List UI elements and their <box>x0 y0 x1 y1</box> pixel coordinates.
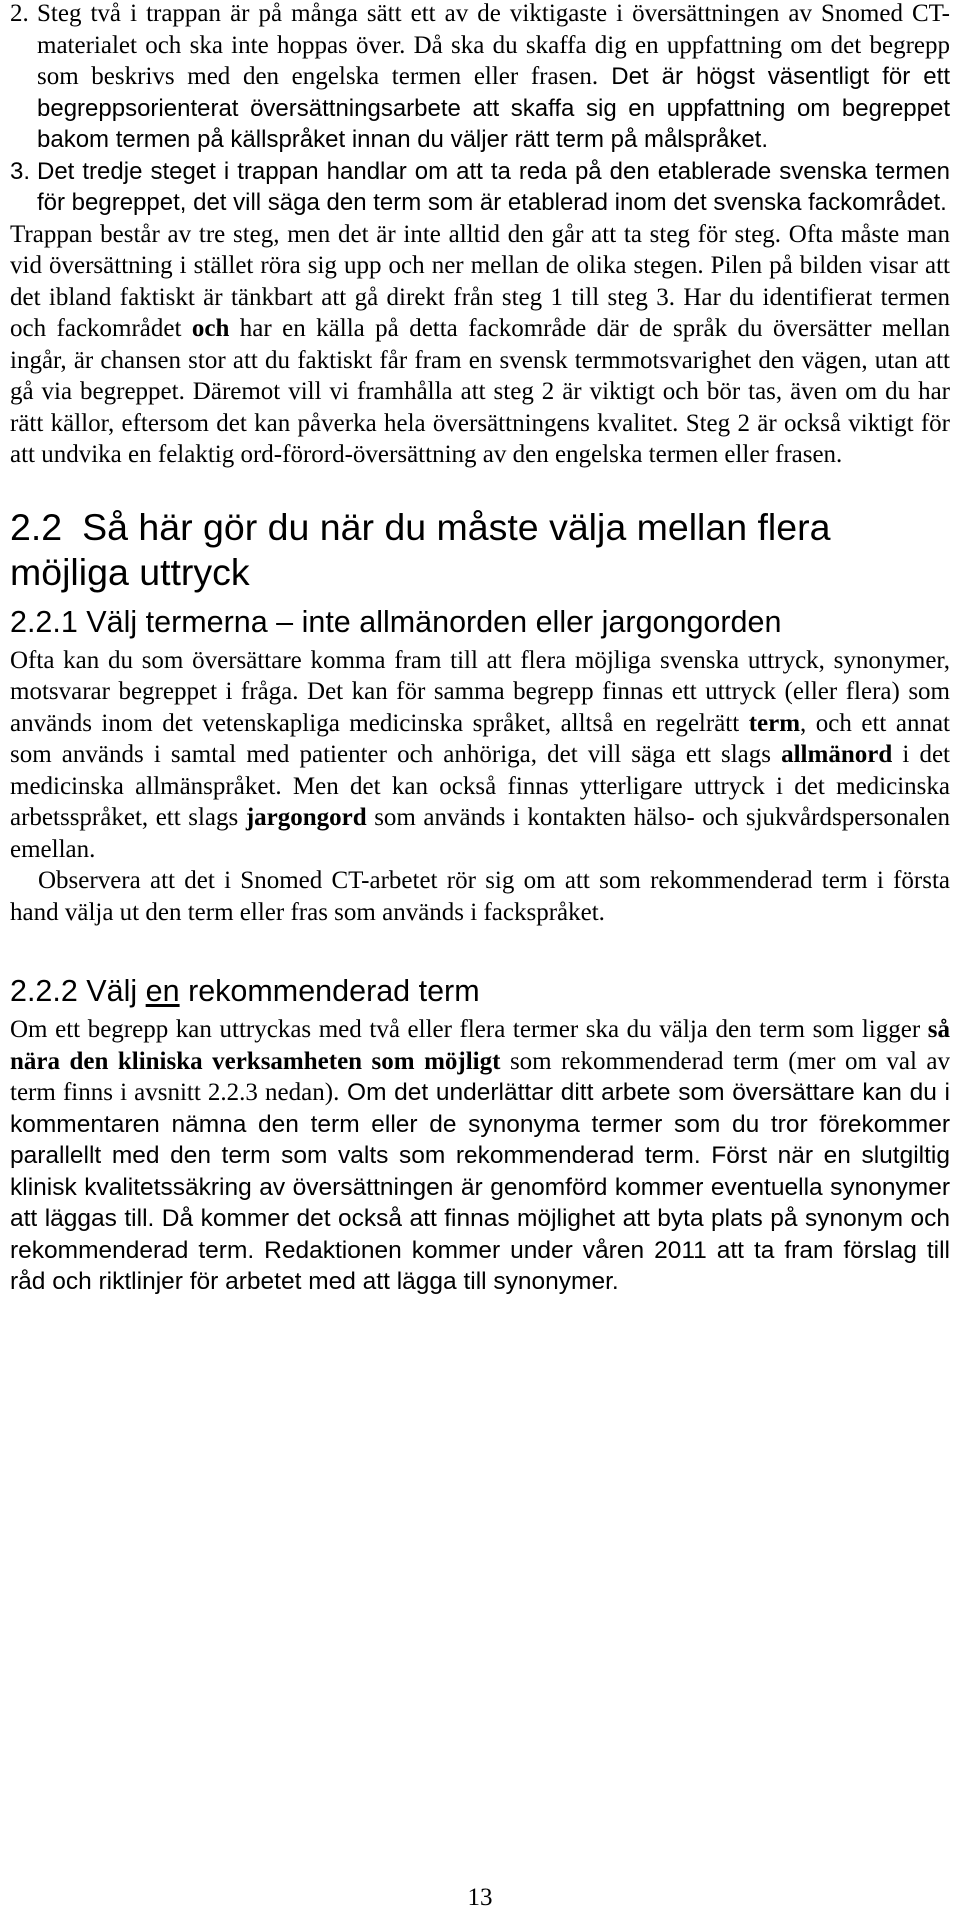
step-2-item <box>10 0 950 156</box>
stairs-paragraph-part1: Trappan består av tre steg, men det är inte alltid den går att ta steg för steg. Ofta måste man vid översättning i stället röra sig upp och ner mellan de olika stegen. Pilen på bilden visar att det ibland faktiskt är tänkbart att gå direkt från steg 1 till steg 3. Har du identifierat termen och fackområdet <box>10 220 950 342</box>
section-2-2-1-paragraph-2: Observera att det i Snomed CT-arbetet rör sig om att som rekommenderad term i första hand välja ut den term eller fras som används i fackspråket. <box>10 867 950 926</box>
s221-p1-part2: , och ett annat som används i samtal med patienter och anhöriga, det vill säga ett slags <box>10 709 950 768</box>
section-2-2-2-heading <box>10 972 950 1010</box>
stairs-paragraph-bold: och <box>191 315 230 342</box>
stairs-paragraph <box>10 219 950 471</box>
section-2-2-heading <box>10 505 950 595</box>
stairs-steps-list <box>10 0 950 219</box>
section-2-2-number: 2.2 <box>10 505 63 548</box>
s222-bold: så nära den kliniska verksamheten som möjligt <box>10 1016 950 1075</box>
s222-part1: Om ett begrepp kan uttryckas med två eller flera termer ska du välja den term som ligger <box>10 1016 928 1043</box>
jargongord-bold: jargongord <box>245 804 367 831</box>
s222-title-after: rekommenderad term <box>179 974 480 1008</box>
section-2-2-title: Så här gör du när du måste välja mellan flera möjliga uttryck <box>10 505 831 593</box>
page-number: 13 <box>467 1884 493 1911</box>
step-2-sans-text: Det är högst väsentligt för ett begreppsorienterat översättningsarbete att skaffa sig en uppfattning om begreppet bakom termen på källspråket innan du väljer rätt term på målspråket. <box>37 63 950 153</box>
step-3-number: 3. <box>10 157 31 185</box>
step-2-number: 2. <box>10 0 29 27</box>
s222-title-before: 2.2.2 Välj <box>10 974 146 1008</box>
section-2-2-1-paragraph-1 <box>10 645 950 866</box>
step-3-item <box>10 156 950 219</box>
stairs-paragraph-part2: har en källa på detta fackområde där de språk du översätter mellan ingår, är chansen stor att du faktiskt får fram en svensk termmotsvarighet den vägen, utan att gå via begreppet. Däremot vill vi framhålla att steg 2 är viktigt och bör tas, även om du har rätt källor, eftersom det kan påverka hela översättningens kvalitet. Steg 2 är också viktigt för att undvika en felaktig ord-förord-översättning av den engelska termen eller frasen. <box>10 315 950 468</box>
s221-p1-part4: som används i kontakten hälso- och sjukvårdspersonalen emellan. <box>10 804 950 863</box>
s222-part2: som rekommenderad term (mer om val av term finns i avsnitt 2.2.3 nedan). <box>10 1047 950 1106</box>
s222-title-underlined: en <box>145 974 180 1008</box>
step-3-text: Det tredje steget i trappan handlar om att ta reda på den etablerade svenska termen för begreppet, det vill säga den term som är etablerad inom det svenska fackområdet. <box>37 157 950 216</box>
term-bold: term <box>748 709 801 737</box>
s222-sans-part: Om det underlättar ditt arbete som översättare kan du i kommentaren nämna den term eller de synonyma termer som du tror förekommer parallellt med den term som valts som rekommenderad term. Först när en slutgiltig klinisk kvalitetssäkring av översättningen är genomförd kommer eventuella synonymer att läggas till. Då kommer det också att finnas möjlighet att byta plats på synonym och rekommenderad term. Redaktionen kommer under våren 2011 att ta fram förslag till råd och riktlinjer för arbetet med att lägga till synonymer. <box>10 1079 950 1295</box>
s221-p1-part3: i det medicinska allmänspråket. Men det kan också finnas ytterligare uttryck i det medicinska arbetsspråket, ett slags <box>10 741 950 831</box>
allmanord-bold: allmänord <box>781 741 893 768</box>
section-2-2-2-paragraph <box>10 1014 950 1298</box>
section-2-2-1-heading: 2.2.1 Välj termerna – inte allmänorden eller jargongorden <box>10 604 782 639</box>
step-2-text: Steg två i trappan är på många sätt ett av de viktigaste i översättningen av Snomed CT-materialet och ska inte hoppas över. Då ska du skaffa dig en uppfattning om det begrepp som beskrivs med den engelska termen eller frasen. <box>37 0 950 90</box>
s221-p1-part1: Ofta kan du som översättare komma fram till att flera möjliga svenska uttryck, synonymer, motsvarar begreppet i fråga. Det kan för samma begrepp finnas ett uttryck (eller flera) som används inom det vetenskapliga medicinska språket, alltså en regelrätt <box>10 646 950 737</box>
